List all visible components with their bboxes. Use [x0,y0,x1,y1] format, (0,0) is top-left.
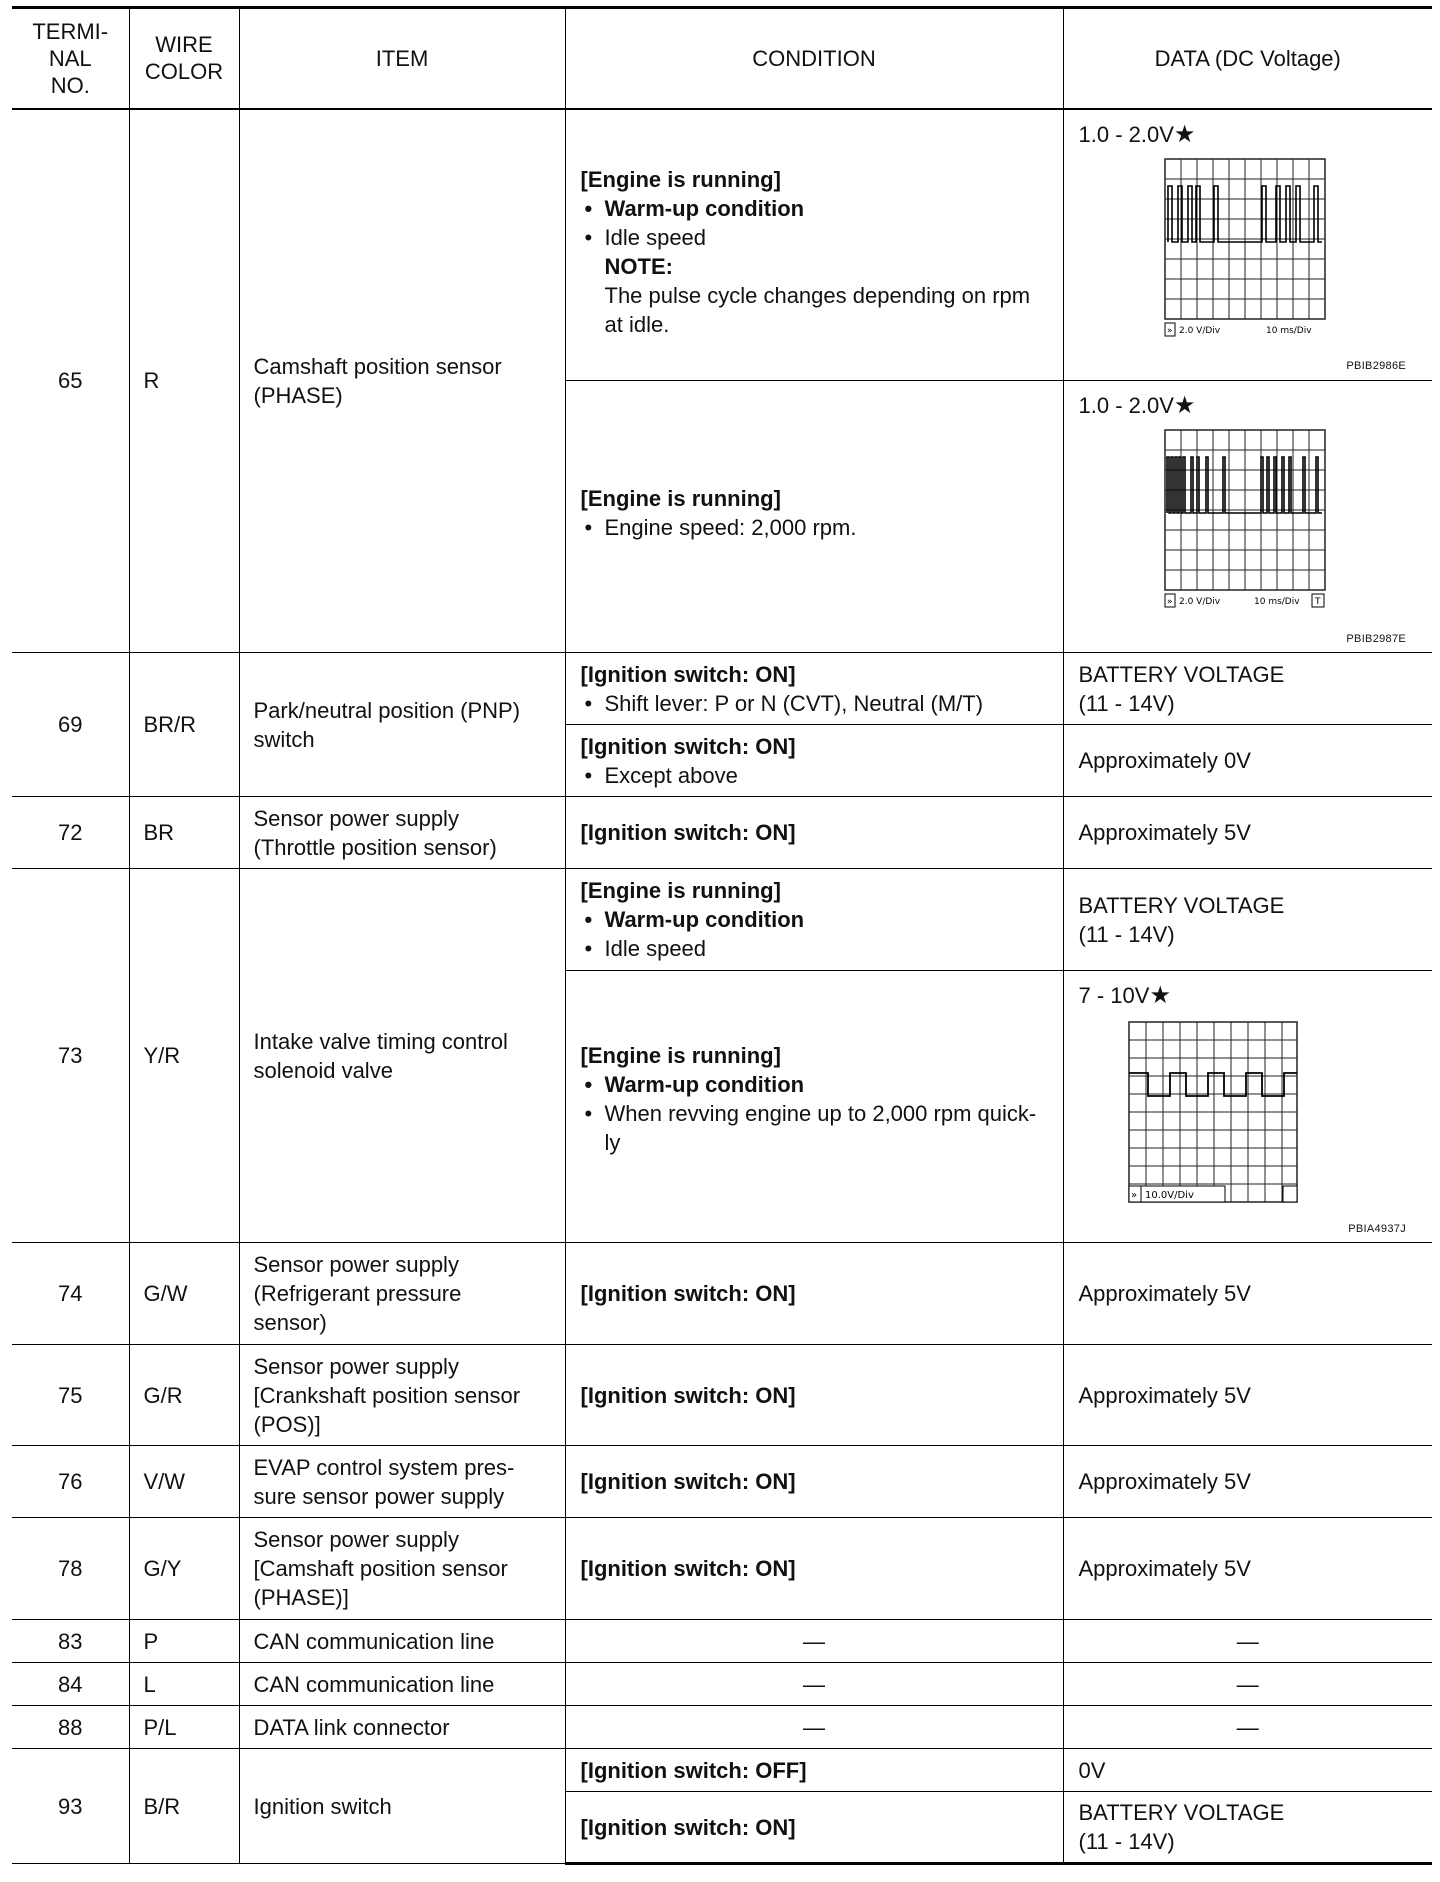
table-row [12,1663,1432,1706]
wire-color: G/R [129,1345,239,1446]
condition-bullet: • Except above [581,761,1053,790]
data-waveform [1063,971,1432,1243]
condition-title: [Engine is running] [580,485,781,511]
scale-volt-label: 2.0 V/Div [1178,325,1220,336]
condition-title: [Ignition switch: ON] [580,661,796,687]
svg-text:T: T [1314,597,1320,607]
condition [565,869,1063,971]
data-value: Approximately 5V [1063,1345,1432,1446]
wire-color: B/R [129,1749,239,1864]
wire-color: R [129,109,239,653]
terminal-no: 65 [12,109,129,653]
wire-color: G/W [129,1243,239,1345]
item: Camshaft position sensor (PHASE) [239,109,565,653]
voltage-value: 7 - 10V★ [1078,982,1171,1009]
wire-color: P/L [129,1706,239,1749]
note-label: NOTE: [604,253,673,279]
table-row [12,1243,1432,1345]
table-row [12,797,1432,869]
data-value: BATTERY VOLTAGE (11 - 14V) [1063,1792,1432,1864]
item: CAN communication line [239,1620,565,1663]
scale-volt-label: 2.0 V/Div [1178,597,1220,607]
terminal-no: 83 [12,1620,129,1663]
star-icon: ★ [1173,392,1196,419]
condition: [Ignition switch: ON] [565,1518,1063,1620]
note-text: The pulse cycle changes depending on rpm at idle. [604,282,1031,337]
item: Sensor power supply (Throttle position sensor) [239,797,565,869]
condition-bullet: • Warm-up condition [581,1070,1053,1099]
item: Park/neutral position (PNP) switch [239,653,565,797]
data-value: — [1063,1620,1432,1663]
condition-title: [Engine is running] [580,1042,781,1068]
table-row [12,109,1432,381]
header-condition: CONDITION [565,8,1063,109]
condition-bullet: • Warm-up condition [581,194,1053,223]
table-row [12,869,1432,971]
data-value: BATTERY VOLTAGE (11 - 14V) [1063,869,1432,971]
item: Sensor power supply [Camshaft position sensor (PHASE)] [239,1518,565,1620]
table-row [12,1446,1432,1518]
item: CAN communication line [239,1663,565,1706]
voltage-value: 1.0 - 2.0V★ [1078,120,1196,148]
condition: — [565,1706,1063,1749]
terminal-no: 84 [12,1663,129,1706]
terminal-no: 93 [12,1749,129,1864]
scope-grid [1129,1022,1297,1202]
terminal-no: 78 [12,1518,129,1620]
svg-text:»: » [1130,1190,1137,1201]
condition [565,109,1063,381]
figure-code: PBIA4937J [1348,1223,1406,1235]
data-value: — [1063,1706,1432,1749]
header-terminal-no: TERMI- NAL NO. [12,8,129,109]
scope-grid [1165,159,1325,319]
scale-time-label: 10 ms/Div [1265,325,1312,336]
svg-text:»: » [1166,325,1173,336]
data-value: Approximately 5V [1063,1518,1432,1620]
scale-time-label: 10 ms/Div [1253,597,1300,607]
wire-color: BR [129,797,239,869]
data-value: 0V [1063,1749,1432,1792]
terminal-no: 74 [12,1243,129,1345]
table-row [12,1706,1432,1749]
voltage-value: 1.0 - 2.0V★ [1078,392,1196,419]
terminal-no: 75 [12,1345,129,1446]
table-row [12,1749,1432,1792]
item: DATA link connector [239,1706,565,1749]
item: Intake valve timing control solenoid valve [239,869,565,1243]
item: Ignition switch [239,1749,565,1864]
condition [565,381,1063,653]
wire-color: Y/R [129,869,239,1243]
data-value: Approximately 5V [1063,1446,1432,1518]
wire-color: P [129,1620,239,1663]
figure-code: PBIB2987E [1346,633,1406,645]
table-row [12,653,1432,725]
condition: [Ignition switch: ON] [565,1345,1063,1446]
scope-grid [1165,430,1325,590]
data-value: — [1063,1663,1432,1706]
wire-color: BR/R [129,653,239,797]
wire-color: L [129,1663,239,1706]
data-value: Approximately 5V [1063,797,1432,869]
condition [565,653,1063,725]
header-data: DATA (DC Voltage) [1063,8,1432,109]
table-row [12,1620,1432,1663]
condition: — [565,1663,1063,1706]
condition: [Ignition switch: ON] [565,797,1063,869]
condition-bullet: • Shift lever: P or N (CVT), Neutral (M/T) [581,689,1053,718]
header-item: ITEM [239,8,565,109]
condition: — [565,1620,1063,1663]
figure-code: PBIB2986E [1346,359,1406,372]
table-row [12,1345,1432,1446]
condition: [Ignition switch: ON] [565,1446,1063,1518]
data-value: Approximately 0V [1063,725,1432,797]
terminal-no: 88 [12,1706,129,1749]
item: EVAP control system pres- sure sensor power supply [239,1446,565,1518]
condition-bullet: • When revving engine up to 2,000 rpm quick- ly [581,1099,1053,1157]
data-value: Approximately 5V [1063,1243,1432,1345]
terminal-data-table [12,6,1432,1865]
oscilloscope-waveform [1164,429,1326,611]
item: Sensor power supply [Crankshaft position sensor (POS)] [239,1345,565,1446]
condition-bullet: • Warm-up condition [581,905,1053,934]
condition: [Ignition switch: ON] [565,1243,1063,1345]
condition-bullet: • Idle speed [581,934,1053,963]
terminal-no: 76 [12,1446,129,1518]
terminal-no: 69 [12,653,129,797]
scale-volt-label: 10.0V/Div [1144,1190,1194,1201]
data-value: BATTERY VOLTAGE (11 - 14V) [1063,653,1432,725]
condition-title: [Engine is running] [580,878,781,903]
condition-title: [Engine is running] [580,166,781,192]
terminal-no: 72 [12,797,129,869]
condition-bullet: • Idle speed [581,223,1053,252]
svg-text:»: » [1166,597,1173,607]
data-waveform [1063,381,1432,653]
condition: [Ignition switch: ON] [565,1792,1063,1864]
condition-bullet: • Engine speed: 2,000 rpm. [581,513,1053,542]
oscilloscope-waveform [1164,158,1326,340]
wire-color: V/W [129,1446,239,1518]
star-icon: ★ [1149,982,1171,1009]
condition [565,971,1063,1243]
header-wire-color: WIRE COLOR [129,8,239,109]
condition [565,725,1063,797]
wire-color: G/Y [129,1518,239,1620]
table-row [12,1518,1432,1620]
condition-title: [Ignition switch: ON] [580,733,796,759]
star-icon: ★ [1173,120,1196,148]
terminal-no: 73 [12,869,129,1243]
condition: [Ignition switch: OFF] [565,1749,1063,1792]
item: Sensor power supply (Refrigerant pressure sensor) [239,1243,565,1345]
header-row [12,8,1432,109]
oscilloscope-waveform [1128,1021,1300,1205]
data-waveform [1063,109,1432,381]
